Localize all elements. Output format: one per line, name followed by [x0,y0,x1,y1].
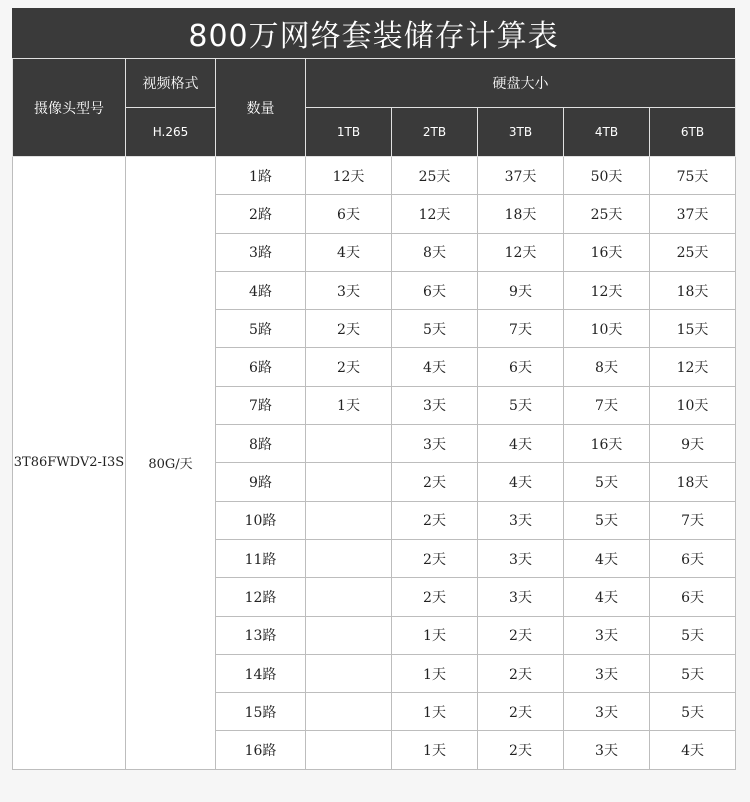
retention-days-cell: 3天 [564,616,650,654]
retention-days-cell [306,425,392,463]
table-header [13,59,736,157]
retention-days-cell: 2天 [478,731,564,769]
retention-days-cell: 75天 [650,157,736,195]
channel-count-cell: 14路 [216,654,306,692]
retention-days-cell: 12天 [650,348,736,386]
retention-days-cell: 6天 [650,539,736,577]
retention-days-cell: 18天 [478,195,564,233]
retention-days-cell: 25天 [392,157,478,195]
retention-days-cell: 3天 [306,271,392,309]
header-capacity-1tb: 1TB [306,108,392,157]
retention-days-cell: 2天 [392,539,478,577]
retention-days-cell: 37天 [478,157,564,195]
retention-days-cell: 5天 [564,501,650,539]
retention-days-cell: 7天 [478,310,564,348]
retention-days-cell: 9天 [478,271,564,309]
retention-days-cell: 12天 [392,195,478,233]
retention-days-cell [306,616,392,654]
retention-days-cell: 2天 [478,693,564,731]
retention-days-cell: 3天 [564,654,650,692]
retention-days-cell: 2天 [478,654,564,692]
channel-count-cell: 5路 [216,310,306,348]
retention-days-cell: 4天 [564,539,650,577]
header-capacity-6tb: 6TB [650,108,736,157]
retention-days-cell: 2天 [392,463,478,501]
retention-days-cell: 7天 [564,386,650,424]
retention-days-cell: 7天 [650,501,736,539]
channel-count-cell: 1路 [216,157,306,195]
retention-days-cell [306,539,392,577]
channel-count-cell: 7路 [216,386,306,424]
retention-days-cell: 4天 [564,578,650,616]
retention-days-cell: 25天 [650,233,736,271]
retention-days-cell: 18天 [650,271,736,309]
page-title: 800万网络套装储存计算表 [12,8,735,58]
retention-days-cell: 5天 [392,310,478,348]
retention-days-cell: 8天 [564,348,650,386]
daily-rate-cell: 80G/天 [126,157,216,770]
retention-days-cell: 2天 [306,310,392,348]
retention-days-cell: 5天 [478,386,564,424]
retention-days-cell: 4天 [650,731,736,769]
retention-days-cell [306,731,392,769]
table-row [13,157,736,195]
header-codec: H.265 [126,108,216,157]
header-capacity-4tb: 4TB [564,108,650,157]
retention-days-cell: 3天 [478,501,564,539]
header-capacity-3tb: 3TB [478,108,564,157]
header-capacity-2tb: 2TB [392,108,478,157]
retention-days-cell: 2天 [392,578,478,616]
channel-count-cell: 6路 [216,348,306,386]
retention-days-cell: 1天 [392,616,478,654]
camera-model-cell: 3T86FWDV2-I3S [13,157,126,770]
retention-days-cell: 3天 [478,539,564,577]
retention-days-cell: 2天 [392,501,478,539]
retention-days-cell [306,578,392,616]
retention-days-cell: 5天 [564,463,650,501]
retention-days-cell: 50天 [564,157,650,195]
retention-days-cell: 10天 [564,310,650,348]
channel-count-cell: 3路 [216,233,306,271]
retention-days-cell: 5天 [650,693,736,731]
channel-count-cell: 8路 [216,425,306,463]
retention-days-cell: 12天 [564,271,650,309]
channel-count-cell: 2路 [216,195,306,233]
retention-days-cell: 1天 [392,731,478,769]
retention-days-cell: 9天 [650,425,736,463]
header-quantity: 数量 [216,59,306,157]
channel-count-cell: 9路 [216,463,306,501]
retention-days-cell: 25天 [564,195,650,233]
storage-calculator-sheet [12,8,735,770]
retention-days-cell [306,654,392,692]
channel-count-cell: 4路 [216,271,306,309]
retention-days-cell: 4天 [306,233,392,271]
retention-days-cell [306,501,392,539]
retention-days-cell: 5天 [650,616,736,654]
channel-count-cell: 13路 [216,616,306,654]
retention-days-cell: 3天 [478,578,564,616]
retention-days-cell: 3天 [392,386,478,424]
channel-count-cell: 10路 [216,501,306,539]
retention-days-cell: 8天 [392,233,478,271]
retention-days-cell: 3天 [392,425,478,463]
retention-days-cell: 12天 [478,233,564,271]
retention-days-cell: 2天 [478,616,564,654]
retention-days-cell: 2天 [306,348,392,386]
retention-days-cell: 5天 [650,654,736,692]
retention-days-cell [306,463,392,501]
channel-count-cell: 16路 [216,731,306,769]
retention-days-cell: 37天 [650,195,736,233]
retention-days-cell: 6天 [650,578,736,616]
channel-count-cell: 12路 [216,578,306,616]
header-camera-model: 摄像头型号 [13,59,126,157]
retention-days-cell: 4天 [392,348,478,386]
retention-days-cell: 10天 [650,386,736,424]
retention-days-cell: 4天 [478,425,564,463]
retention-days-cell [306,693,392,731]
retention-days-cell: 12天 [306,157,392,195]
retention-days-cell: 6天 [392,271,478,309]
retention-days-cell: 1天 [392,693,478,731]
channel-count-cell: 11路 [216,539,306,577]
retention-days-cell: 6天 [306,195,392,233]
channel-count-cell: 15路 [216,693,306,731]
table-body [13,157,736,770]
retention-days-cell: 18天 [650,463,736,501]
retention-days-cell: 6天 [478,348,564,386]
header-video-format: 视频格式 [126,59,216,108]
retention-days-cell: 1天 [306,386,392,424]
retention-days-cell: 3天 [564,693,650,731]
retention-days-cell: 1天 [392,654,478,692]
retention-days-cell: 16天 [564,425,650,463]
header-disk-size: 硬盘大小 [306,59,736,108]
storage-table [12,58,736,770]
retention-days-cell: 3天 [564,731,650,769]
retention-days-cell: 4天 [478,463,564,501]
retention-days-cell: 15天 [650,310,736,348]
retention-days-cell: 16天 [564,233,650,271]
